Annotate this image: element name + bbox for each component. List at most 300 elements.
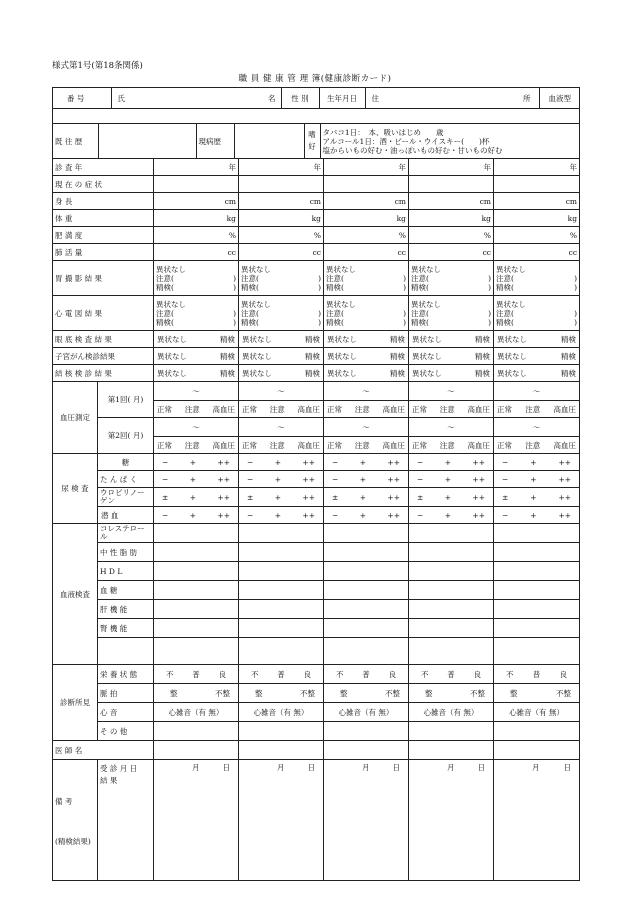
option-text: 正常	[497, 440, 512, 450]
health-record-table	[52, 87, 580, 881]
bp-category[interactable]	[154, 437, 239, 454]
option-text: 高血圧	[467, 440, 490, 450]
detailed-exam-label: (精検結果)	[55, 837, 91, 846]
bp-category[interactable]	[239, 437, 324, 454]
heart-sound-cell[interactable]: 心雑音（有 無）	[154, 703, 239, 722]
doctor-name-cell[interactable]	[239, 741, 324, 760]
result-label: 結 果	[100, 776, 118, 785]
option-text: ++	[302, 474, 315, 484]
lung-capacity-cell[interactable]: cc	[154, 244, 239, 261]
urobilinogen-cell[interactable]	[494, 488, 580, 507]
option-text: )	[403, 317, 406, 327]
occult-blood-cell[interactable]	[239, 507, 324, 524]
stomach-xray-cell[interactable]	[409, 261, 494, 296]
year-cell[interactable]: 年	[324, 159, 409, 176]
option-text: 注意	[354, 404, 370, 414]
option-text: +	[444, 474, 451, 484]
blood-extra-cell[interactable]	[239, 638, 324, 665]
bp-category[interactable]	[324, 437, 409, 454]
option-text: ++	[472, 510, 485, 520]
option-text: 異状なし	[412, 368, 442, 378]
triglyceride-label: 中 性 脂 肪	[98, 543, 154, 562]
cholesterol-cell[interactable]	[409, 524, 494, 543]
option-text: 精検	[561, 368, 577, 378]
option-text: 正常	[242, 404, 257, 414]
option-text: 注意(	[411, 308, 429, 318]
triglyceride-cell[interactable]	[494, 543, 580, 562]
option-text: )	[233, 282, 236, 292]
bp-category[interactable]	[324, 401, 409, 418]
year-cell[interactable]: 年	[494, 159, 580, 176]
option-text: )	[488, 308, 491, 318]
stomach-xray-cell[interactable]	[324, 261, 409, 296]
past-history-field[interactable]	[98, 124, 196, 158]
other-findings-cell[interactable]	[494, 722, 580, 741]
kidney-function-cell[interactable]	[494, 619, 580, 638]
option-text: ++	[217, 474, 230, 484]
option-text: +	[274, 492, 281, 502]
cholesterol-cell[interactable]	[324, 524, 409, 543]
option-text: 日	[563, 763, 572, 772]
fundus-cell[interactable]	[409, 331, 494, 348]
bp-range[interactable]: 〜	[239, 418, 324, 437]
symptoms-cell[interactable]	[154, 176, 239, 193]
lung-capacity-cell[interactable]: cc	[409, 244, 494, 261]
option-text: 異状なし	[156, 299, 186, 309]
option-text: 精検(	[411, 317, 429, 327]
option-text: −	[502, 474, 509, 484]
lung-capacity-cell[interactable]: cc	[494, 244, 580, 261]
option-text: +	[359, 492, 366, 502]
option-text: 普	[277, 669, 285, 679]
option-text: 不整	[385, 688, 400, 698]
symptoms-cell[interactable]	[239, 176, 324, 193]
option-text: ++	[302, 510, 315, 520]
option-text: 不	[336, 669, 344, 679]
stomach-xray-cell[interactable]	[239, 261, 324, 296]
heart-sound-cell[interactable]: 心雑音（有 無）	[494, 703, 580, 722]
liver-function-cell[interactable]	[239, 600, 324, 619]
height-cell[interactable]: cm	[494, 193, 580, 210]
blood-extra-cell[interactable]	[154, 638, 239, 665]
hdl-cell[interactable]	[409, 562, 494, 581]
liver-function-cell[interactable]	[494, 600, 580, 619]
option-text: ±	[417, 492, 424, 502]
weight-cell[interactable]: kg	[494, 210, 580, 227]
occult-blood-cell[interactable]	[494, 507, 580, 524]
option-text: 精検(	[496, 282, 514, 292]
urine-protein-cell[interactable]	[324, 471, 409, 488]
option-text: 正常	[157, 404, 172, 414]
height-cell[interactable]: cm	[324, 193, 409, 210]
option-text: ++	[217, 457, 230, 467]
hdl-label: H D L	[98, 562, 154, 581]
nutrition-cell[interactable]	[239, 665, 324, 684]
pulse-cell[interactable]	[239, 684, 324, 703]
option-text: 不	[506, 669, 514, 679]
kidney-function-cell[interactable]	[154, 619, 239, 638]
option-text: ++	[387, 510, 400, 520]
ecg-cell[interactable]	[494, 296, 580, 331]
urobilinogen-label: ウロビリノーゲン	[98, 488, 154, 507]
nutrition-cell[interactable]	[409, 665, 494, 684]
ecg-cell[interactable]	[154, 296, 239, 331]
blood-sugar-cell[interactable]	[409, 581, 494, 600]
option-text: 注意	[269, 440, 285, 450]
tb-cell[interactable]	[154, 365, 239, 382]
heart-sound-cell[interactable]: 心雑音（有 無）	[324, 703, 409, 722]
cholesterol-cell[interactable]	[494, 524, 580, 543]
option-text: 不整	[215, 688, 230, 698]
symptoms-cell[interactable]	[409, 176, 494, 193]
option-text: 注意(	[156, 308, 174, 318]
blood-sugar-cell[interactable]	[324, 581, 409, 600]
obesity-cell[interactable]: %	[494, 227, 580, 244]
urine-sugar-label: 糖	[98, 454, 154, 471]
option-text: ++	[472, 474, 485, 484]
bp-range[interactable]: 〜	[154, 418, 239, 437]
stomach-xray-cell[interactable]	[494, 261, 580, 296]
option-text: 正常	[327, 440, 342, 450]
triglyceride-cell[interactable]	[324, 543, 409, 562]
symptoms-cell[interactable]	[494, 176, 580, 193]
food-preference-line: 塩からいもの好む・油っぽいもの好む・甘いもの好む	[322, 145, 503, 155]
bp-range[interactable]: 〜	[494, 382, 580, 401]
hdl-cell[interactable]	[154, 562, 239, 581]
blood-type-label: 血液型	[548, 93, 571, 103]
doctor-name-cell[interactable]	[494, 741, 580, 760]
option-text: 良	[559, 669, 568, 679]
option-text: 不	[166, 669, 174, 679]
urine-protein-cell[interactable]	[494, 471, 580, 488]
uterine-cell[interactable]	[494, 348, 580, 365]
option-text: ++	[558, 457, 572, 467]
hdl-cell[interactable]	[239, 562, 324, 581]
urobilinogen-cell[interactable]	[324, 488, 409, 507]
occult-blood-cell[interactable]	[324, 507, 409, 524]
option-text: 異状なし	[327, 351, 357, 361]
blood-extra-cell[interactable]	[409, 638, 494, 665]
option-text: 異状なし	[412, 334, 442, 344]
kidney-function-cell[interactable]	[409, 619, 494, 638]
triglyceride-cell[interactable]	[239, 543, 324, 562]
height-cell[interactable]: cm	[409, 193, 494, 210]
doctor-name-cell[interactable]	[154, 741, 239, 760]
option-text: ++	[217, 510, 230, 520]
liver-function-cell[interactable]	[409, 600, 494, 619]
kidney-function-cell[interactable]	[239, 619, 324, 638]
uterine-cell[interactable]	[154, 348, 239, 365]
bp-range[interactable]: 〜	[409, 418, 494, 437]
option-text: 精検	[475, 334, 490, 344]
triglyceride-cell[interactable]	[154, 543, 239, 562]
bp-range[interactable]: 〜	[239, 382, 324, 401]
blood-sugar-label: 血 糖	[98, 581, 154, 600]
option-text: 正常	[242, 440, 257, 450]
urine-protein-cell[interactable]	[239, 471, 324, 488]
obesity-cell[interactable]: %	[409, 227, 494, 244]
option-text: ++	[387, 457, 400, 467]
occult-blood-cell[interactable]	[409, 507, 494, 524]
option-text: )	[233, 273, 236, 283]
doctor-name-cell[interactable]	[324, 741, 409, 760]
birth-label: 生年月日	[319, 88, 365, 108]
option-text: ±	[162, 492, 169, 502]
uterine-cell[interactable]	[239, 348, 324, 365]
option-text: −	[417, 474, 424, 484]
liver-function-cell[interactable]	[324, 600, 409, 619]
pulse-label: 脈 拍	[98, 684, 154, 703]
year-cell[interactable]: 年	[409, 159, 494, 176]
remarks-cell[interactable]	[239, 760, 324, 881]
remarks-cell[interactable]	[494, 760, 580, 881]
option-text: 精検(	[496, 317, 514, 327]
option-text: 異状なし	[242, 368, 272, 378]
option-text: −	[502, 457, 509, 467]
option-text: 精検	[305, 334, 320, 344]
bp-category[interactable]	[154, 401, 239, 418]
option-text: )	[318, 282, 321, 292]
weight-cell[interactable]: kg	[409, 210, 494, 227]
fundus-cell[interactable]	[494, 331, 580, 348]
option-text: +	[530, 492, 537, 502]
option-text: )	[574, 308, 578, 318]
symptoms-label: 現 在 の 症 状	[53, 176, 154, 193]
option-text: 潜 血	[101, 510, 119, 520]
doctor-name-label: 医 師 名	[53, 741, 154, 760]
cholesterol-label: コレステロール	[98, 524, 154, 543]
urine-sugar-cell[interactable]	[494, 454, 580, 471]
urobilinogen-cell[interactable]	[154, 488, 239, 507]
bp-range[interactable]: 〜	[494, 418, 580, 437]
option-text: 精検(	[241, 282, 259, 292]
address-label-right: 所	[523, 93, 531, 103]
option-text: −	[162, 457, 169, 467]
urobilinogen-cell[interactable]	[239, 488, 324, 507]
tb-label: 結 核 検 診 結 果	[53, 365, 154, 382]
blood-sugar-cell[interactable]	[239, 581, 324, 600]
option-text: 注意(	[241, 273, 259, 283]
option-text: 普	[447, 669, 455, 679]
option-text: )	[488, 317, 491, 327]
option-text: −	[332, 474, 339, 484]
kidney-function-cell[interactable]	[324, 619, 409, 638]
other-findings-cell[interactable]	[154, 722, 239, 741]
occult-blood-cell[interactable]	[154, 507, 239, 524]
doctor-name-cell[interactable]	[409, 741, 494, 760]
option-text: 注意	[439, 404, 455, 414]
height-cell[interactable]: cm	[239, 193, 324, 210]
blood-extra-cell[interactable]	[494, 638, 580, 665]
ecg-cell[interactable]	[324, 296, 409, 331]
option-text: 良	[473, 669, 481, 679]
option-text: ++	[558, 474, 572, 484]
fundus-cell[interactable]	[239, 331, 324, 348]
fundus-cell[interactable]	[324, 331, 409, 348]
option-text: 注意	[269, 404, 285, 414]
urobilinogen-cell[interactable]	[409, 488, 494, 507]
urine-sugar-cell[interactable]	[239, 454, 324, 471]
option-text: 日	[307, 763, 315, 772]
other-findings-cell[interactable]	[409, 722, 494, 741]
option-text: )	[574, 317, 578, 327]
blood-sugar-cell[interactable]	[494, 581, 580, 600]
occult-blood-label	[98, 507, 154, 524]
option-text: )	[403, 308, 406, 318]
obesity-cell[interactable]: %	[324, 227, 409, 244]
bp-first-label: 第1回( 月)	[98, 382, 154, 418]
remarks-label: 備 考	[55, 797, 73, 806]
fundus-cell[interactable]	[154, 331, 239, 348]
option-text: 整	[170, 688, 178, 698]
remarks-cell[interactable]	[154, 760, 239, 881]
option-text: 異状なし	[241, 264, 271, 274]
year-cell[interactable]: 年	[239, 159, 324, 176]
tb-cell[interactable]	[324, 365, 409, 382]
uterine-cell[interactable]	[409, 348, 494, 365]
option-text: 異状なし	[327, 368, 357, 378]
option-text: −	[417, 510, 424, 520]
option-text: 高血圧	[212, 404, 235, 414]
option-text: ++	[472, 492, 485, 502]
option-text: 異状なし	[411, 264, 441, 274]
option-text: +	[189, 492, 196, 502]
cholesterol-cell[interactable]	[239, 524, 324, 543]
option-text: 精検	[390, 334, 405, 344]
bp-category[interactable]	[409, 401, 494, 418]
option-text: 高血圧	[553, 440, 577, 450]
pulse-cell[interactable]	[494, 684, 580, 703]
option-text: 異状なし	[327, 334, 357, 344]
tb-cell[interactable]	[494, 365, 580, 382]
triglyceride-cell[interactable]	[409, 543, 494, 562]
bp-range[interactable]: 〜	[154, 382, 239, 401]
ecg-cell[interactable]	[239, 296, 324, 331]
option-text: )	[318, 273, 321, 283]
uterine-cell[interactable]	[324, 348, 409, 365]
option-text: ++	[302, 457, 315, 467]
option-text: 注意(	[241, 308, 259, 318]
form-title: 職 員 健 康 管 理 簿(健康診断カード)	[238, 74, 392, 84]
lung-capacity-label: 肺 活 量	[53, 244, 154, 261]
option-text: )	[488, 282, 491, 292]
lung-capacity-cell[interactable]: cc	[239, 244, 324, 261]
option-text: 異状なし	[326, 264, 356, 274]
nutrition-cell[interactable]	[154, 665, 239, 684]
option-text: −	[332, 457, 339, 467]
urine-protein-cell[interactable]	[154, 471, 239, 488]
cholesterol-cell[interactable]	[154, 524, 239, 543]
blood-extra-cell[interactable]	[324, 638, 409, 665]
remarks-cell[interactable]	[324, 760, 409, 881]
option-text: 正常	[497, 404, 512, 414]
height-cell[interactable]: cm	[154, 193, 239, 210]
other-findings-cell[interactable]	[239, 722, 324, 741]
bp-range[interactable]: 〜	[324, 382, 409, 401]
option-text: ++	[472, 457, 485, 467]
option-text: 正常	[412, 440, 427, 450]
urine-protein-cell[interactable]	[409, 471, 494, 488]
header-entry-row[interactable]	[53, 109, 580, 124]
option-text: 注意	[184, 404, 200, 414]
heart-sound-cell[interactable]: 心雑音（有 無）	[409, 703, 494, 722]
option-text: 月	[447, 763, 455, 772]
form-number: 様式第1号(第18条関係)	[52, 61, 143, 71]
option-text: )	[318, 317, 321, 327]
option-text: +	[359, 510, 366, 520]
obesity-cell[interactable]: %	[239, 227, 324, 244]
symptoms-cell[interactable]	[324, 176, 409, 193]
urine-sugar-cell[interactable]	[154, 454, 239, 471]
option-text: 注意(	[326, 308, 344, 318]
urine-sugar-cell[interactable]	[409, 454, 494, 471]
obesity-cell[interactable]: %	[154, 227, 239, 244]
obesity-label: 肥 満 度	[53, 227, 154, 244]
hdl-cell[interactable]	[494, 562, 580, 581]
bp-second-label: 第2回( 月)	[98, 418, 154, 454]
other-findings-cell[interactable]	[324, 722, 409, 741]
bp-category[interactable]	[494, 401, 580, 418]
liver-function-cell[interactable]	[154, 600, 239, 619]
option-text: 不整	[556, 688, 572, 698]
option-text: 高血圧	[212, 440, 235, 450]
tb-cell[interactable]	[239, 365, 324, 382]
bp-category[interactable]	[239, 401, 324, 418]
ecg-cell[interactable]	[409, 296, 494, 331]
option-text: 注意	[439, 440, 455, 450]
weight-cell[interactable]: kg	[239, 210, 324, 227]
pulse-cell[interactable]	[324, 684, 409, 703]
option-text: 注意(	[496, 273, 514, 283]
nutrition-cell[interactable]	[494, 665, 580, 684]
hdl-cell[interactable]	[324, 562, 409, 581]
option-text: 良	[303, 669, 311, 679]
bp-range[interactable]: 〜	[324, 418, 409, 437]
diagnosis-label: 診断所見	[53, 665, 98, 741]
year-cell[interactable]: 年	[154, 159, 239, 176]
nutrition-cell[interactable]	[324, 665, 409, 684]
name-label-left: 氏	[117, 93, 125, 103]
option-text: 高血圧	[382, 440, 405, 450]
weight-cell[interactable]: kg	[324, 210, 409, 227]
option-text: +	[359, 474, 366, 484]
lung-capacity-cell[interactable]: cc	[324, 244, 409, 261]
stomach-xray-cell[interactable]	[154, 261, 239, 296]
tb-cell[interactable]	[409, 365, 494, 382]
bp-range[interactable]: 〜	[409, 382, 494, 401]
blood-sugar-cell[interactable]	[154, 581, 239, 600]
option-text: +	[189, 474, 196, 484]
urine-sugar-cell[interactable]	[324, 454, 409, 471]
option-text: 高血圧	[553, 404, 577, 414]
option-text: 精検	[561, 334, 577, 344]
pulse-cell[interactable]	[409, 684, 494, 703]
option-text: 注意(	[156, 273, 174, 283]
pulse-cell[interactable]	[154, 684, 239, 703]
bp-category[interactable]	[409, 437, 494, 454]
option-text: 日	[222, 763, 230, 772]
weight-cell[interactable]: kg	[154, 210, 239, 227]
bp-category[interactable]	[494, 437, 580, 454]
heart-sound-cell[interactable]: 心雑音（有 無）	[239, 703, 324, 722]
current-history-field[interactable]	[234, 124, 304, 158]
height-label: 身 長	[53, 193, 154, 210]
remarks-cell[interactable]	[409, 760, 494, 881]
option-text: 注意(	[326, 273, 344, 283]
option-text: 正常	[327, 404, 342, 414]
option-text: 月	[192, 763, 200, 772]
option-text: 高血圧	[297, 440, 320, 450]
